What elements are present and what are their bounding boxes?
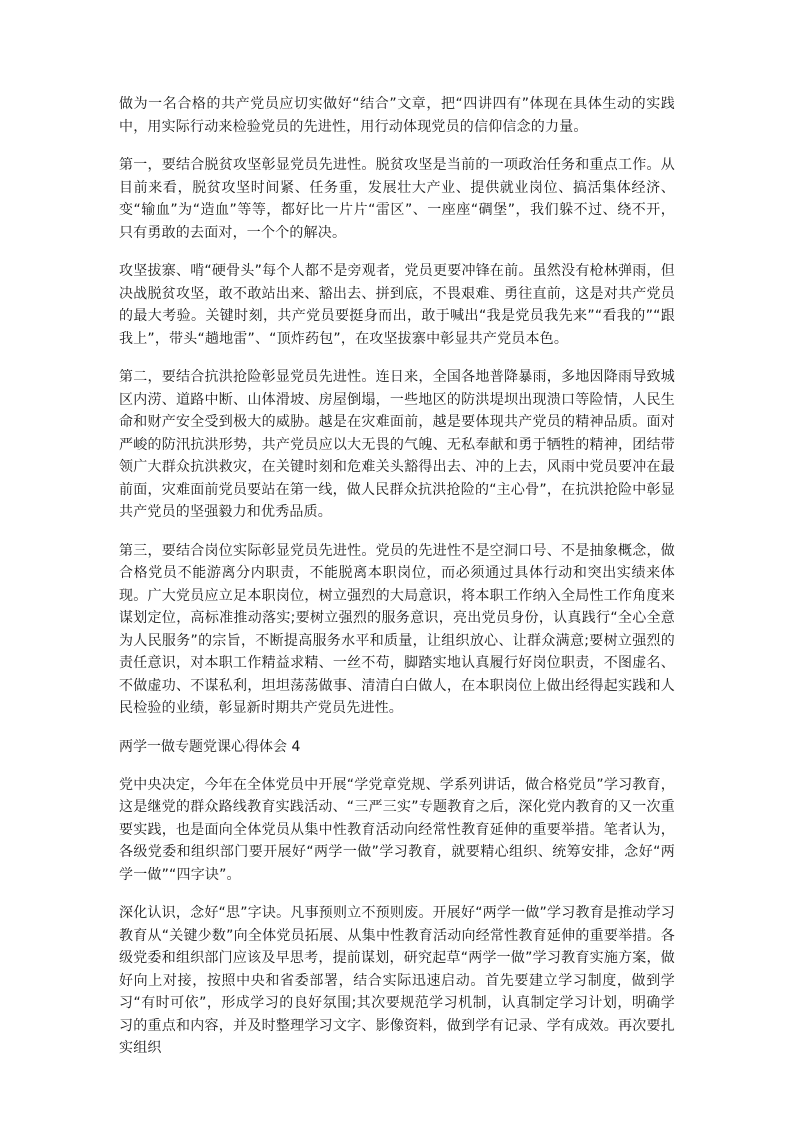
document-body — [119, 93, 675, 1076]
paragraph-third-point: 第三，要结合岗位实际彰显党员先进性。党员的先进性不是空洞口号、不是抽象概念，做合格党员不能游离分内职责，不能脱离本职岗位，而必须通过具体行动和突出实绩来体现。广大党员应立足本职岗位，树立强烈的大局意识，将本职工作纳入全局性工作角度来谋划定位，高标准推动落实;要树立强烈的服务意识，亮出党员身份，认真践行“全心全意为人民服务”的宗旨，不断提高服务水平和质量，让组织放心、让群众满意;要树立强烈的责任意识，对本职工作精益求精、一丝不苟，脚踏实地认真履行好岗位职责，不图虚名、不做虚功、不谋私利，坦坦荡荡做事、清清白白做人，在本职岗位上做出经得起实践和人民检验的业绩，彰显新时期共产党员先进性。 — [119, 542, 675, 716]
paragraph-first-point: 第一，要结合脱贫攻坚彰显党员先进性。脱贫攻坚是当前的一项政治任务和重点工作。从目前来看，脱贫攻坚时间紧、任务重，发展壮大产业、提供就业岗位、搞活集体经济、变“输血”为“造血”等等，都好比一片片“雷区”、一座座“碉堡”，我们躲不过、绕不开，只有勇敢的去面对，一个个的解决。 — [119, 157, 675, 241]
paragraph-first-point-detail: 攻坚拔寨、啃“硬骨头”每个人都不是旁观者，党员更要冲锋在前。虽然没有枪林弹雨，但决战脱贫攻坚，敢不敢站出来、豁出去、拼到底，不畏艰难、勇往直前，这是对共产党员的最大考验。关键时刻，共产党员要挺身而出，敢于喊出“我是党员我先来”“看我的”“跟我上”，带头“趟地雷”、“顶炸药包”，在攻坚拔寨中彰显共产党员本色。 — [119, 263, 675, 347]
section-title: 两学一做专题党课心得体会 4 — [119, 738, 301, 755]
paragraph-second-point: 第二，要结合抗洪抢险彰显党员先进性。连日来，全国各地普降暴雨，多地因降雨导致城区内涝、道路中断、山体滑坡、房屋倒塌，一些地区的防洪堤坝出现溃口等险情，人民生命和财产安全受到极大的威胁。越是在灾难面前，越是要体现共产党员的精神品质。面对严峻的防汛抗洪形势，共产党员应以大无畏的气魄、无私奉献和勇于牺牲的精神，团结带领广大群众抗洪救灾，在关键时刻和危难关头豁得出去、冲的上去，风雨中党员要冲在最前面，灾难面前党员要站在第一线，做人民群众抗洪抢险的“主心骨”，在抗洪抢险中彰显共产党员的坚强毅力和优秀品质。 — [119, 369, 675, 520]
paragraph-section-think: 深化认识，念好“思”字诀。凡事预则立不预则废。开展好“两学一做”学习教育是推动学习教育从“关键少数”向全体党员拓展、从集中性教育活动向经常性教育延伸的重要举措。各级党委和组织部门应该及早思考，提前谋划，研究起草“两学一做”学习教育实施方案，做好向上对接，按照中央和省委部署，结合实际迅速启动。首先要建立学习制度，做到学习“有时可依”，形成学习的良好氛围;其次要规范学习机制，认真制定学习计划，明确学习的重点和内容，并及时整理学习文字、影像资料，做到学有记录、学有成效。再次要扎实组织 — [119, 905, 675, 1056]
paragraph-intro: 做为一名合格的共产党员应切实做好“结合”文章，把“四讲四有”体现在具体生动的实践中，用实际行动来检验党员的先进性，用行动体现党员的信仰信念的力量。 — [119, 96, 675, 135]
paragraph-section-intro: 党中央决定，今年在全体党员中开展“学党章党规、学系列讲话，做合格党员”学习教育，这是继党的群众路线教育实践活动、“三严三实”专题教育之后，深化党内教育的又一次重要实践，也是面向全体党员从集中性教育活动向经常性教育延伸的重要举措。笔者认为，各级党委和组织部门要开展好“两学一做”学习教育，就要精心组织、统筹安排，念好“两学一做”“四字诀”。 — [119, 776, 675, 883]
